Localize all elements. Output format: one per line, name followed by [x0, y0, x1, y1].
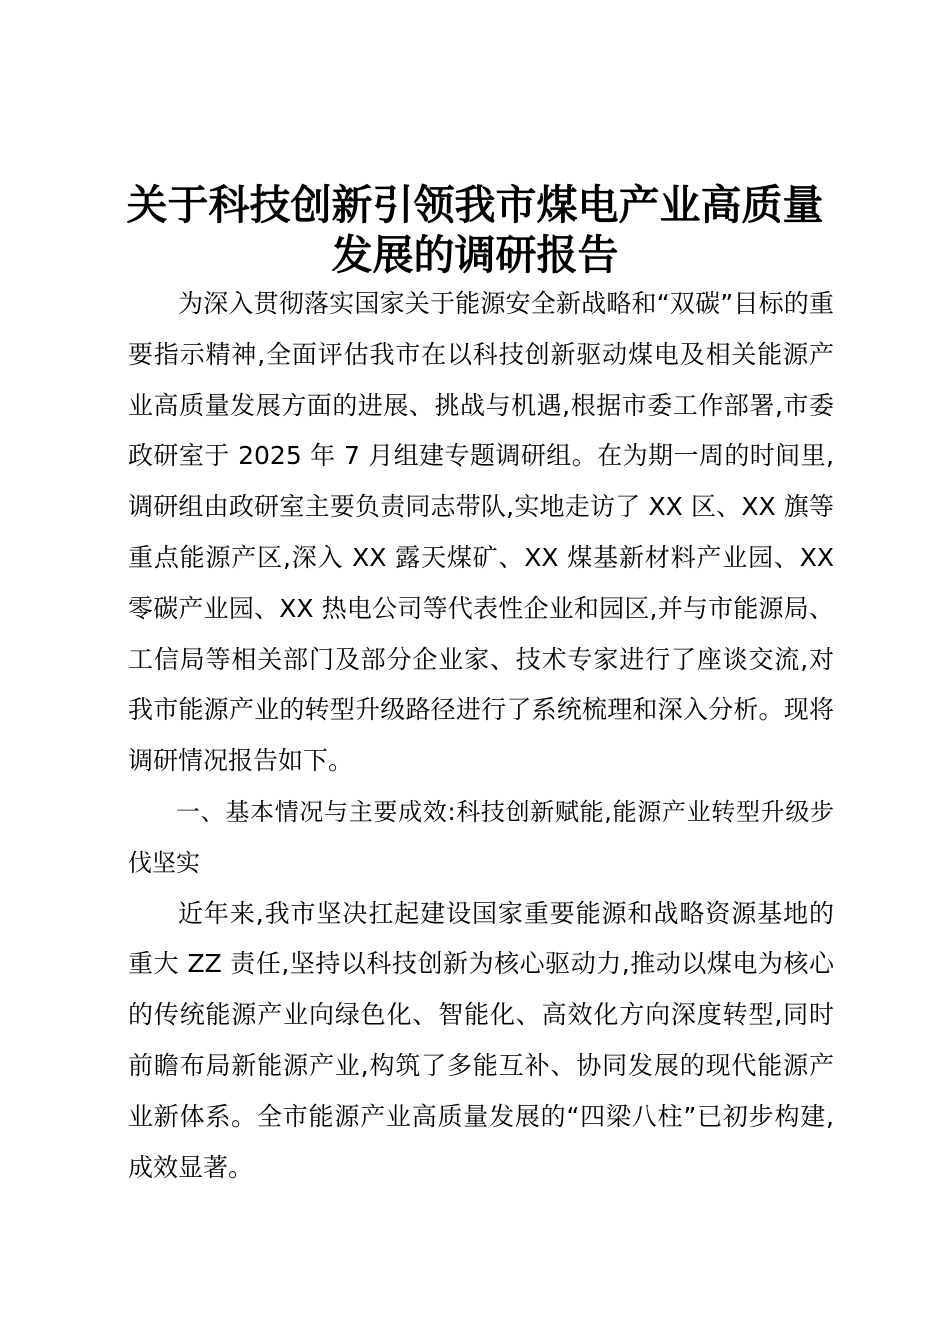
document-body [128, 279, 834, 1193]
section-paragraph: 近年来,我市坚决扛起建设国家重要能源和战略资源基地的重大 ZZ 责任,坚持以科技创新为核心驱动力,推动以煤电为核心的传统能源产业向绿色化、智能化、高效化方向深度转型,同时前瞻布局新能源产业,构筑了多能互补、协同发展的现代能源产业新体系。全市能源产业高质量发展的“四梁八柱”已初步构建,成效显著。 [128, 898, 834, 1182]
intro-paragraph: 为深入贯彻落实国家关于能源安全新战略和“双碳”目标的重要指示精神,全面评估我市在以科技创新驱动煤电及相关能源产业高质量发展方面的进展、挑战与机遇,根据市委工作部署,市委政研室于 2025 年 7 月组建专题调研组。在为期一周的时间里,调研组由政研室主要负责同志带队,实地走访了 XX 区、XX 旗等重点能源产区,深入 XX 露天煤矿、XX 煤基新材料产业园、XX 零碳产业园、XX 热电公司等代表性企业和园区,并与市能源局、工信局等相关部门及部分企业家、技术专家进行了座谈交流,对我市能源产业的转型升级路径进行了系统梳理和深入分析。现将调研情况报告如下。 [128, 289, 834, 776]
section-heading: 一、基本情况与主要成效:科技创新赋能,能源产业转型升级步伐坚实 [128, 797, 834, 877]
title-line-1: 关于科技创新引领我市煤电产业高质量 [126, 181, 824, 229]
document-title [100, 180, 850, 280]
title-line-2: 发展的调研报告 [331, 231, 619, 279]
